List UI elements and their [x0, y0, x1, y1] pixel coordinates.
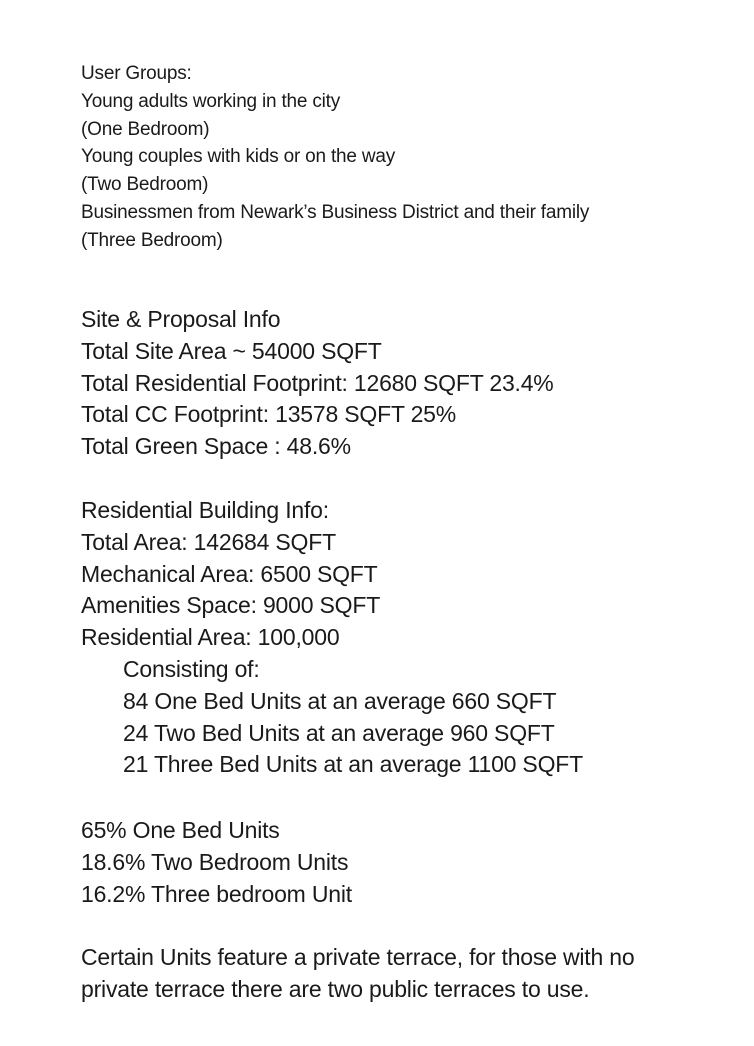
unit-breakdown-line: 21 Three Bed Units at an average 1100 SQFT [123, 751, 583, 778]
residential-info-heading: Residential Building Info: [81, 497, 329, 523]
site-info-heading: Site & Proposal Info [81, 306, 281, 332]
site-info-line: Total Green Space : 48.6% [81, 433, 351, 460]
user-groups-heading: User Groups: [81, 63, 192, 84]
user-group-line: (One Bedroom) [81, 118, 210, 140]
site-info-section [81, 304, 554, 463]
residential-info-line: Mechanical Area: 6500 SQFT [81, 560, 378, 587]
residential-info-line: Total Area: 142684 SQFT [81, 528, 336, 555]
unit-percentage-line: 18.6% Two Bedroom Units [81, 848, 349, 875]
user-group-line: (Three Bedroom) [81, 229, 223, 251]
site-info-line: Total CC Footprint: 13578 SQFT 25% [81, 401, 457, 428]
residential-info-line: Residential Area: 100,000 [81, 624, 340, 651]
site-info-line: Total Site Area ~ 54000 SQFT [81, 337, 382, 364]
user-group-line: (Two Bedroom) [81, 174, 209, 196]
consisting-label: Consisting of: [123, 655, 260, 682]
residential-info-section [81, 495, 583, 781]
terrace-note-line: Certain Units feature a private terrace, for those with no [81, 944, 635, 970]
unit-breakdown-line: 24 Two Bed Units at an average 960 SQFT [123, 719, 555, 746]
unit-percentages-section [81, 815, 352, 910]
user-groups-section [81, 60, 589, 255]
unit-breakdown-line: 84 One Bed Units at an average 660 SQFT [123, 687, 557, 714]
terrace-note-section [81, 942, 721, 1006]
unit-percentage-line: 16.2% Three bedroom Unit [81, 880, 352, 907]
unit-percentage-line: 65% One Bed Units [81, 817, 280, 843]
user-group-line: Businessmen from Newark’s Business District and their family [81, 201, 590, 223]
terrace-note-line: private terrace there are two public terraces to use. [81, 975, 590, 1002]
site-info-line: Total Residential Footprint: 12680 SQFT 23.4% [81, 369, 554, 396]
residential-info-line: Amenities Space: 9000 SQFT [81, 592, 381, 619]
user-group-line: Young adults working in the city [81, 90, 341, 112]
user-group-line: Young couples with kids or on the way [81, 146, 396, 168]
